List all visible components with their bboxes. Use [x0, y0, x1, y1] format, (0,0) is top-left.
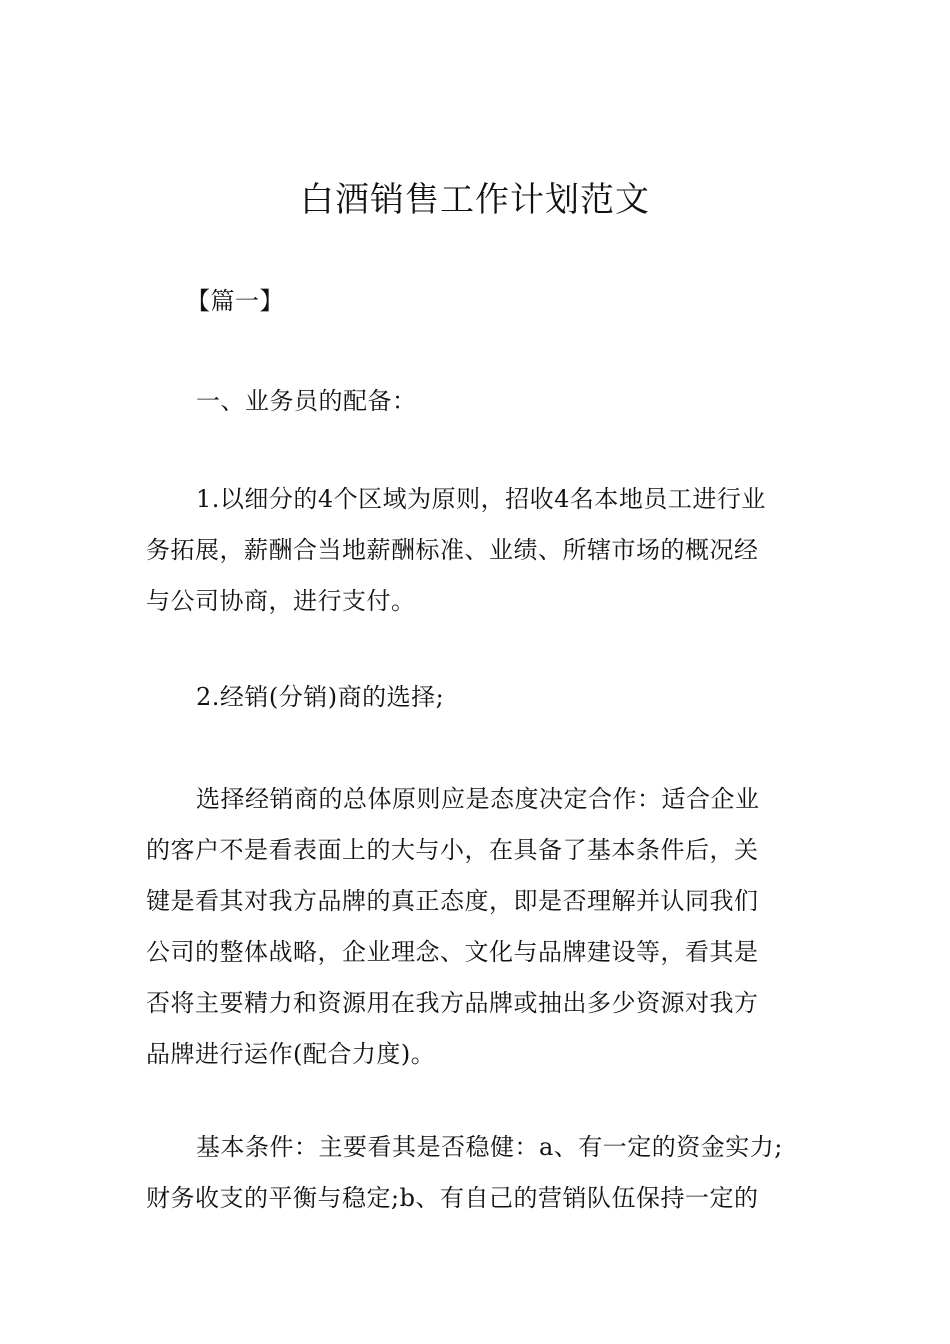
paragraph-line: 务拓展，薪酬合当地薪酬标准、业绩、所辖市场的概况经 — [146, 536, 759, 564]
section-heading — [146, 376, 810, 427]
paragraph-line: 财务收支的平衡与稳定;b、有自己的营销队伍保持一定的 — [146, 1184, 759, 1212]
paragraph-line: 选择经销商的总体原则应是态度决定合作：适合企业 — [196, 785, 760, 813]
paragraph-line: 1.以细分的4个区域为原则，招收4名本地员工进行业 — [196, 485, 766, 513]
part-label-text: 【篇一】 — [186, 287, 284, 315]
paragraph-distributor-heading — [146, 672, 810, 723]
paragraph-line: 公司的整体战略，企业理念、文化与品牌建设等，看其是 — [146, 938, 759, 966]
paragraph-line: 否将主要精力和资源用在我方品牌或抽出多少资源对我方 — [146, 989, 759, 1017]
paragraph-basic-conditions — [146, 1122, 810, 1224]
paragraph-line: 与公司协商，进行支付。 — [146, 587, 416, 615]
paragraph-line: 2.经销(分销)商的选择; — [196, 683, 445, 711]
document-title: 白酒销售工作计划范文 — [300, 180, 650, 220]
paragraph-line: 键是看其对我方品牌的真正态度，即是否理解并认同我们 — [146, 887, 759, 915]
paragraph-line: 品牌进行运作(配合力度)。 — [146, 1040, 436, 1068]
paragraph-staffing — [146, 474, 810, 627]
section-heading-text: 一、业务员的配备： — [196, 387, 417, 415]
paragraph-selection-principle — [146, 774, 810, 1080]
part-label — [146, 276, 810, 327]
paragraph-line: 的客户不是看表面上的大与小，在具备了基本条件后，关 — [146, 836, 759, 864]
paragraph-line: 基本条件：主要看其是否稳健：a、有一定的资金实力; — [196, 1133, 783, 1161]
